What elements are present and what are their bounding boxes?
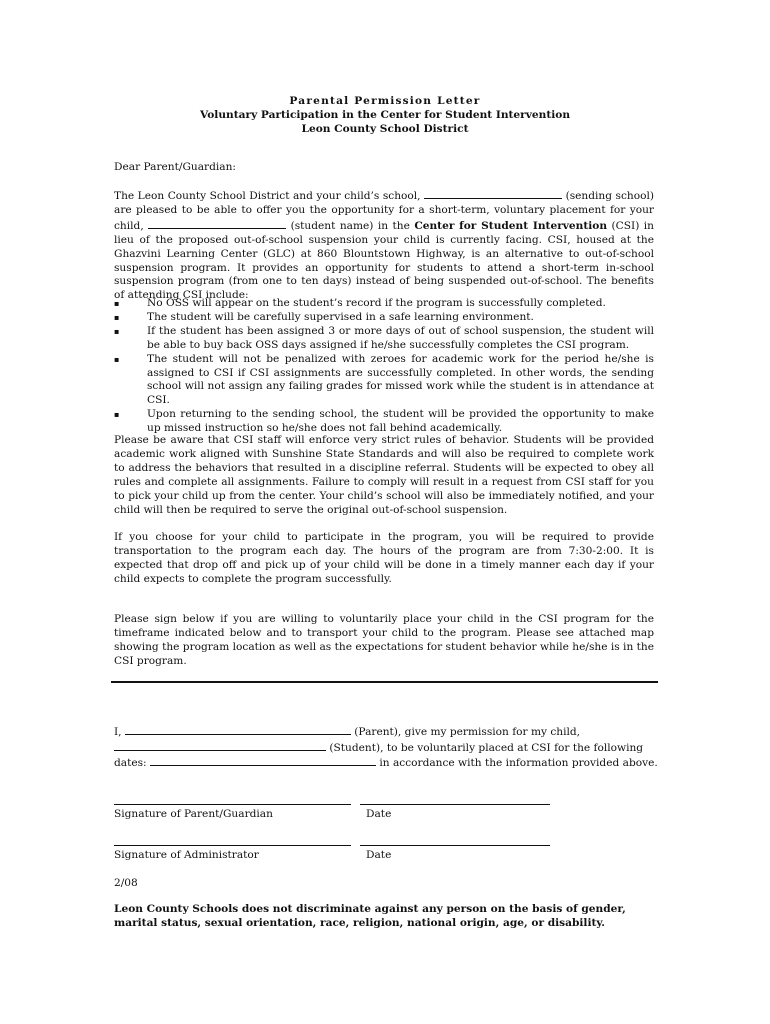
csi-program-name: Center for Student Intervention: [414, 219, 608, 232]
i-label: I,: [114, 726, 125, 738]
intro-text-1: The Leon County School District and your child’s school,: [114, 190, 425, 202]
parent-name-blank[interactable]: [125, 724, 351, 735]
bullet-icon: ▪: [114, 299, 120, 308]
bullet-icon: ▪: [114, 410, 120, 420]
benefits-list: [114, 297, 654, 436]
behavior-rules-paragraph: Please be aware that CSI staff will enforce very strict rules of behavior. Students will be provided academic work aligned with Sunshine State Standards and will also be required to complete work to address the behaviors that resulted in a discipline referral. Students will be expected to obey all rules and complete all assignments. Failure to comply will result in a request from CSI staff for you to pick your child up from the center. Your child’s school will also be immediately notified, and your child will then be required to serve the original out-of-school suspension.: [114, 434, 654, 516]
intro-text-2: (sending school) are pleased to be able to offer you the opportunity for a short-term, voluntary placement for your child,: [114, 190, 655, 232]
benefit-text: If the student has been assigned 3 or more days of out of school suspension, the student will be able to buy back OSS days assigned if he/she successfully completes the CSI program.: [147, 324, 654, 351]
parent-suffix: (Parent), give my permission for my child,: [350, 726, 581, 738]
intro-text-3: (student name) in the: [286, 219, 415, 232]
benefit-text: The student will not be penalized with zeroes for academic work for the period he/she is assigned to CSI if CSI assignments are successfully completed. In other words, the sending school will not assign any failing grades for missed work while the student is in attendance at CSI.: [147, 352, 654, 407]
benefit-item: [114, 325, 654, 353]
revision-date: 2/08: [114, 877, 138, 889]
sending-school-blank[interactable]: [424, 188, 562, 199]
benefit-item: [114, 353, 654, 409]
intro-text-4: (CSI) in lieu of the proposed out-of-school suspension your child is currently facing. CSI, housed at the Ghazvini Learning Center (GLC) at 860 Blountstown Highway, is an alternative to out-of-school suspension program. It provides an opportunity for students to attend a short-term in-school suspension program (from one to ten days) instead of being suspended out-of-school. The benefits of attending CSI include:: [114, 219, 654, 302]
district-name: Leon County School District: [301, 123, 469, 135]
salutation: Dear Parent/Guardian:: [114, 161, 237, 173]
benefit-item: [114, 408, 654, 436]
parent-date-label: Date: [366, 808, 392, 820]
benefit-text: Upon returning to the sending school, the student will be provided the opportunity to make up missed instruction so he/she does not fall behind academically.: [147, 408, 654, 435]
benefit-text: The student will be carefully supervised in a safe learning environment.: [147, 310, 534, 323]
student-suffix: (Student), to be voluntarily placed at CSI for the following: [326, 741, 644, 754]
parent-date-line[interactable]: [360, 804, 550, 805]
admin-signature-line[interactable]: [114, 845, 351, 846]
bullet-icon: ▪: [114, 312, 120, 322]
benefit-text: No OSS will appear on the student’s record if the program is successfully completed.: [147, 297, 606, 309]
letter-subtitle: Voluntary Participation in the Center for Student Intervention: [199, 109, 571, 121]
bullet-icon: ▪: [114, 354, 120, 364]
admin-date-line[interactable]: [360, 845, 550, 846]
parent-signature-label: Signature of Parent/Guardian: [114, 808, 273, 820]
nondiscrimination-statement: Leon County Schools does not discriminate against any person on the basis of gender, marital status, sexual orientation, race, religion, national origin, age, or disability.: [114, 903, 626, 929]
benefit-item: [114, 311, 654, 325]
sign-instructions-paragraph: Please sign below if you are willing to voluntarily place your child in the CSI program for the timeframe indicated below and to transport your child to the program. Please see attached map showing the program location as well as the expectations for student behavior while he/she is in the CSI program.: [114, 613, 654, 667]
bullet-icon: ▪: [114, 326, 120, 336]
dates-suffix: in accordance with the information provided above.: [376, 757, 658, 769]
dates-blank[interactable]: [150, 755, 376, 766]
student-name-blank[interactable]: [148, 218, 286, 229]
admin-date-label: Date: [366, 849, 392, 861]
parent-signature-line[interactable]: [114, 804, 351, 805]
letter-header: [0, 94, 770, 136]
letter-title: Parental Permission Letter: [289, 95, 481, 107]
permission-statement: [114, 724, 658, 771]
section-divider: [111, 681, 658, 683]
transportation-paragraph: If you choose for your child to participate in the program, you will be required to provide transportation to the program each day. The hours of the program are from 7:30-2:00. It is expected that drop off and pick up of your child will be done in a timely manner each day if your child expects to complete the program successfully.: [114, 531, 654, 585]
student-name-blank-2[interactable]: [114, 740, 326, 751]
benefit-item: [114, 297, 654, 311]
intro-paragraph: [114, 188, 654, 303]
admin-signature-label: Signature of Administrator: [114, 849, 259, 861]
dates-label: dates:: [114, 757, 150, 769]
